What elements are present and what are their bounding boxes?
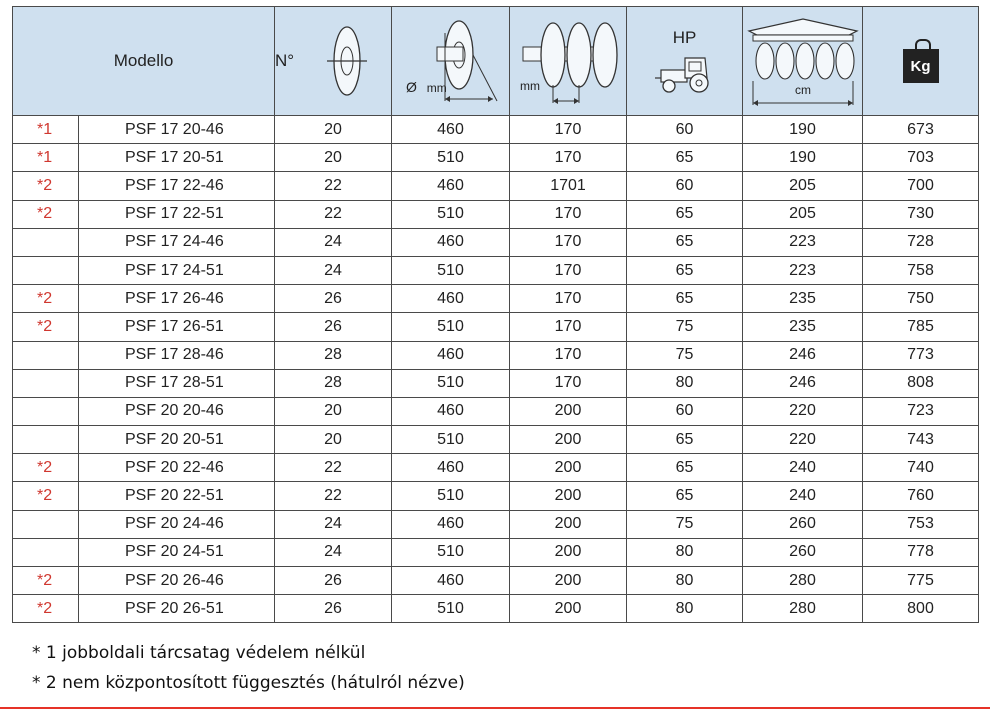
row-mark: [13, 256, 79, 284]
width-cell: 220: [743, 397, 863, 425]
diameter-cell: 510: [392, 369, 510, 397]
diameter-cell: 510: [392, 313, 510, 341]
header-width: [743, 7, 863, 116]
model-cell: PSF 20 20-51: [79, 426, 275, 454]
row-mark: [13, 228, 79, 256]
bottom-red-rule: [0, 707, 990, 709]
weight-cell: 760: [863, 482, 979, 510]
model-cell: PSF 20 24-46: [79, 510, 275, 538]
width-cell: 240: [743, 482, 863, 510]
power-cell: 80: [627, 369, 743, 397]
row-mark: [13, 341, 79, 369]
row-mark: *1: [13, 116, 79, 144]
table-row: [13, 228, 979, 256]
table-row: [13, 426, 979, 454]
diameter-cell: 510: [392, 256, 510, 284]
disc-count-cell: 24: [275, 510, 392, 538]
row-mark: *1: [13, 144, 79, 172]
diameter-cell: 510: [392, 482, 510, 510]
disc-count-cell: 26: [275, 595, 392, 623]
count-header-label: N°: [275, 51, 295, 70]
spacing-unit: mm: [520, 79, 541, 93]
header-count: [275, 7, 392, 116]
table-row: [13, 538, 979, 566]
width-cell: 235: [743, 285, 863, 313]
table-row: [13, 397, 979, 425]
disc-count-cell: 20: [275, 426, 392, 454]
footnotes: [32, 638, 465, 698]
diameter-cell: 460: [392, 172, 510, 200]
model-cell: PSF 20 24-51: [79, 538, 275, 566]
model-cell: PSF 20 22-51: [79, 482, 275, 510]
disc-count-cell: 26: [275, 313, 392, 341]
disc-count-cell: 20: [275, 116, 392, 144]
diameter-symbol: Ø: [406, 79, 417, 95]
power-cell: 60: [627, 397, 743, 425]
spec-table: [12, 6, 979, 623]
weight-cell: 730: [863, 200, 979, 228]
spacing-cell: 170: [510, 116, 627, 144]
disc-spacing-icon: [513, 15, 623, 107]
row-mark: *2: [13, 172, 79, 200]
weight-cell: 778: [863, 538, 979, 566]
spacing-cell: 200: [510, 454, 627, 482]
weight-cell: 808: [863, 369, 979, 397]
width-cell: 246: [743, 341, 863, 369]
spacing-cell: 200: [510, 397, 627, 425]
diameter-cell: 460: [392, 397, 510, 425]
model-cell: PSF 17 24-46: [79, 228, 275, 256]
weight-header-label: Kg: [910, 57, 931, 75]
table-row: [13, 369, 979, 397]
width-cell: 205: [743, 200, 863, 228]
row-mark: *2: [13, 482, 79, 510]
power-cell: 80: [627, 595, 743, 623]
disc-count-cell: 24: [275, 256, 392, 284]
row-mark: *2: [13, 200, 79, 228]
disc-count-cell: 22: [275, 482, 392, 510]
spacing-cell: 170: [510, 200, 627, 228]
power-cell: 60: [627, 116, 743, 144]
header-power: [627, 7, 743, 116]
footnote-1: * 1 jobboldali tárcsatag védelem nélkül: [32, 643, 366, 663]
spacing-cell: 200: [510, 595, 627, 623]
header-row: [13, 7, 979, 116]
width-cell: 190: [743, 144, 863, 172]
model-cell: PSF 17 20-51: [79, 144, 275, 172]
header-spacing: [510, 7, 627, 116]
power-cell: 65: [627, 200, 743, 228]
model-cell: PSF 20 26-46: [79, 567, 275, 595]
table-row: [13, 510, 979, 538]
width-cell: 223: [743, 228, 863, 256]
width-cell: 240: [743, 454, 863, 482]
diameter-cell: 510: [392, 538, 510, 566]
disc-count-cell: 20: [275, 397, 392, 425]
disc-count-cell: 28: [275, 341, 392, 369]
width-unit: cm: [795, 83, 812, 97]
table-row: [13, 116, 979, 144]
width-cell: 260: [743, 510, 863, 538]
diameter-cell: 460: [392, 567, 510, 595]
model-cell: PSF 20 26-51: [79, 595, 275, 623]
table-row: [13, 313, 979, 341]
spacing-cell: 200: [510, 482, 627, 510]
spacing-cell: 170: [510, 369, 627, 397]
table-row: [13, 144, 979, 172]
row-mark: [13, 538, 79, 566]
weight-cell: 753: [863, 510, 979, 538]
width-cell: 220: [743, 426, 863, 454]
disc-count-cell: 26: [275, 285, 392, 313]
width-cell: 205: [743, 172, 863, 200]
diameter-cell: 510: [392, 144, 510, 172]
weight-cell: 743: [863, 426, 979, 454]
diameter-cell: 460: [392, 285, 510, 313]
power-cell: 65: [627, 454, 743, 482]
model-header-label: Modello: [113, 51, 174, 70]
weight-cell: 700: [863, 172, 979, 200]
model-cell: PSF 17 26-51: [79, 313, 275, 341]
width-cell: 190: [743, 116, 863, 144]
spacing-cell: 170: [510, 228, 627, 256]
model-cell: PSF 17 22-46: [79, 172, 275, 200]
power-cell: 65: [627, 426, 743, 454]
spacing-cell: 170: [510, 341, 627, 369]
spacing-cell: 1701: [510, 172, 627, 200]
disc-count-cell: 28: [275, 369, 392, 397]
table-row: [13, 200, 979, 228]
table-row: [13, 285, 979, 313]
table-row: [13, 567, 979, 595]
weight-cell: 758: [863, 256, 979, 284]
weight-cell: 728: [863, 228, 979, 256]
diameter-cell: 460: [392, 116, 510, 144]
diameter-cell: 510: [392, 595, 510, 623]
weight-cell: 703: [863, 144, 979, 172]
power-cell: 60: [627, 172, 743, 200]
power-cell: 75: [627, 510, 743, 538]
diameter-cell: 510: [392, 200, 510, 228]
spacing-cell: 170: [510, 144, 627, 172]
diameter-unit: mm: [426, 81, 447, 95]
spacing-cell: 200: [510, 510, 627, 538]
width-cell: 246: [743, 369, 863, 397]
power-header-label: HP: [672, 28, 697, 47]
weight-cell: 785: [863, 313, 979, 341]
row-mark: [13, 426, 79, 454]
disc-count-cell: 22: [275, 200, 392, 228]
diameter-cell: 460: [392, 341, 510, 369]
weight-cell: 723: [863, 397, 979, 425]
table-row: [13, 256, 979, 284]
header-weight: [863, 7, 979, 116]
table-row: [13, 595, 979, 623]
table-row: [13, 454, 979, 482]
row-mark: *2: [13, 285, 79, 313]
disc-count-cell: 22: [275, 172, 392, 200]
header-model: [13, 7, 275, 116]
spec-table-body: [13, 116, 979, 623]
power-cell: 65: [627, 144, 743, 172]
spacing-cell: 170: [510, 256, 627, 284]
weight-icon: [903, 39, 939, 83]
diameter-cell: 460: [392, 454, 510, 482]
power-cell: 65: [627, 285, 743, 313]
disc-count-cell: 24: [275, 538, 392, 566]
spacing-cell: 170: [510, 285, 627, 313]
spec-table-container: [12, 6, 978, 623]
power-cell: 65: [627, 228, 743, 256]
table-row: [13, 341, 979, 369]
width-cell: 260: [743, 538, 863, 566]
model-cell: PSF 20 22-46: [79, 454, 275, 482]
weight-cell: 673: [863, 116, 979, 144]
disc-count-cell: 22: [275, 454, 392, 482]
spacing-cell: 200: [510, 426, 627, 454]
disc-count-cell: 20: [275, 144, 392, 172]
weight-cell: 750: [863, 285, 979, 313]
diameter-cell: 460: [392, 510, 510, 538]
header-diameter: [392, 7, 510, 116]
spacing-cell: 200: [510, 538, 627, 566]
weight-cell: 800: [863, 595, 979, 623]
model-cell: PSF 17 22-51: [79, 200, 275, 228]
row-mark: *2: [13, 454, 79, 482]
width-cell: 280: [743, 567, 863, 595]
power-cell: 75: [627, 313, 743, 341]
power-cell: 65: [627, 256, 743, 284]
row-mark: *2: [13, 595, 79, 623]
diameter-cell: 460: [392, 228, 510, 256]
table-row: [13, 482, 979, 510]
footnote-2: * 2 nem központosított függesztés (hátulról nézve): [32, 673, 465, 693]
weight-cell: 773: [863, 341, 979, 369]
row-mark: [13, 510, 79, 538]
spacing-cell: 200: [510, 567, 627, 595]
row-mark: [13, 397, 79, 425]
model-cell: PSF 17 26-46: [79, 285, 275, 313]
model-cell: PSF 17 20-46: [79, 116, 275, 144]
model-cell: PSF 17 24-51: [79, 256, 275, 284]
power-cell: 75: [627, 341, 743, 369]
row-mark: *2: [13, 313, 79, 341]
row-mark: *2: [13, 567, 79, 595]
diameter-cell: 510: [392, 426, 510, 454]
row-mark: [13, 369, 79, 397]
width-cell: 223: [743, 256, 863, 284]
model-cell: PSF 17 28-46: [79, 341, 275, 369]
power-cell: 80: [627, 538, 743, 566]
tractor-icon: [655, 54, 715, 94]
model-cell: PSF 17 28-51: [79, 369, 275, 397]
table-row: [13, 172, 979, 200]
power-cell: 65: [627, 482, 743, 510]
single-disc-icon: [325, 23, 369, 99]
model-cell: PSF 20 20-46: [79, 397, 275, 425]
width-cell: 235: [743, 313, 863, 341]
spacing-cell: 170: [510, 313, 627, 341]
power-cell: 80: [627, 567, 743, 595]
disc-count-cell: 26: [275, 567, 392, 595]
weight-cell: 775: [863, 567, 979, 595]
weight-cell: 740: [863, 454, 979, 482]
width-cell: 280: [743, 595, 863, 623]
disc-count-cell: 24: [275, 228, 392, 256]
